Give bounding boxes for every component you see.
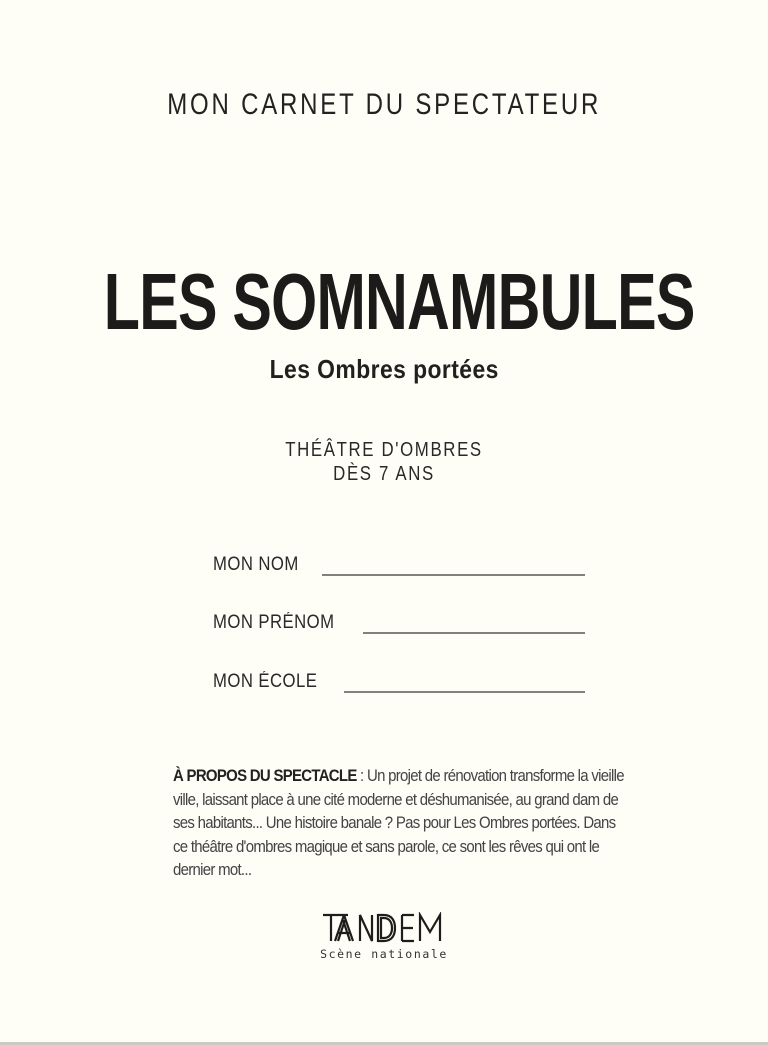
genre-type: THÉÂTRE D'OMBRES (285, 438, 483, 461)
ecole-label: MON ÉCOLE (213, 671, 318, 692)
form-row-ecole (213, 670, 585, 694)
about-separator: : (356, 766, 367, 785)
show-title-row (0, 257, 768, 346)
tandem-logo-icon (322, 912, 446, 944)
prenom-label: MON PRÉNOM (213, 612, 335, 633)
nom-label: MON NOM (213, 554, 299, 575)
company-subtitle: Les Ombres portées (269, 354, 499, 384)
nom-blank-line[interactable] (322, 574, 585, 576)
kicker-row (0, 88, 768, 122)
prenom-blank-line[interactable] (363, 632, 585, 634)
show-title: LES SOMNAMBULES (103, 257, 695, 346)
tandem-logo-block (0, 912, 768, 961)
genre-block (0, 438, 768, 485)
ecole-blank-line[interactable] (344, 691, 585, 693)
about-label: À PROPOS DU SPECTACLE (173, 766, 357, 785)
form-row-nom (213, 553, 585, 577)
logo-tagline: Scène nationale (320, 947, 448, 961)
about-text: Un projet de rénovation transforme la vieille ville, laissant place à une cité moderne et déshumanisée, au grand dam de ses habitants... Une histoire banale ? Pas pour Les Ombres portées. Dans ce théâtre d'ombres magique et sans parole, ce sont les rêves qui ont le dernier mot... (173, 766, 624, 879)
kicker: MON CARNET DU SPECTATEUR (167, 88, 601, 121)
form-row-prenom (213, 611, 585, 635)
about-paragraph (173, 764, 625, 882)
genre-age: DÈS 7 ANS (333, 461, 435, 485)
company-subtitle-row (0, 354, 768, 384)
